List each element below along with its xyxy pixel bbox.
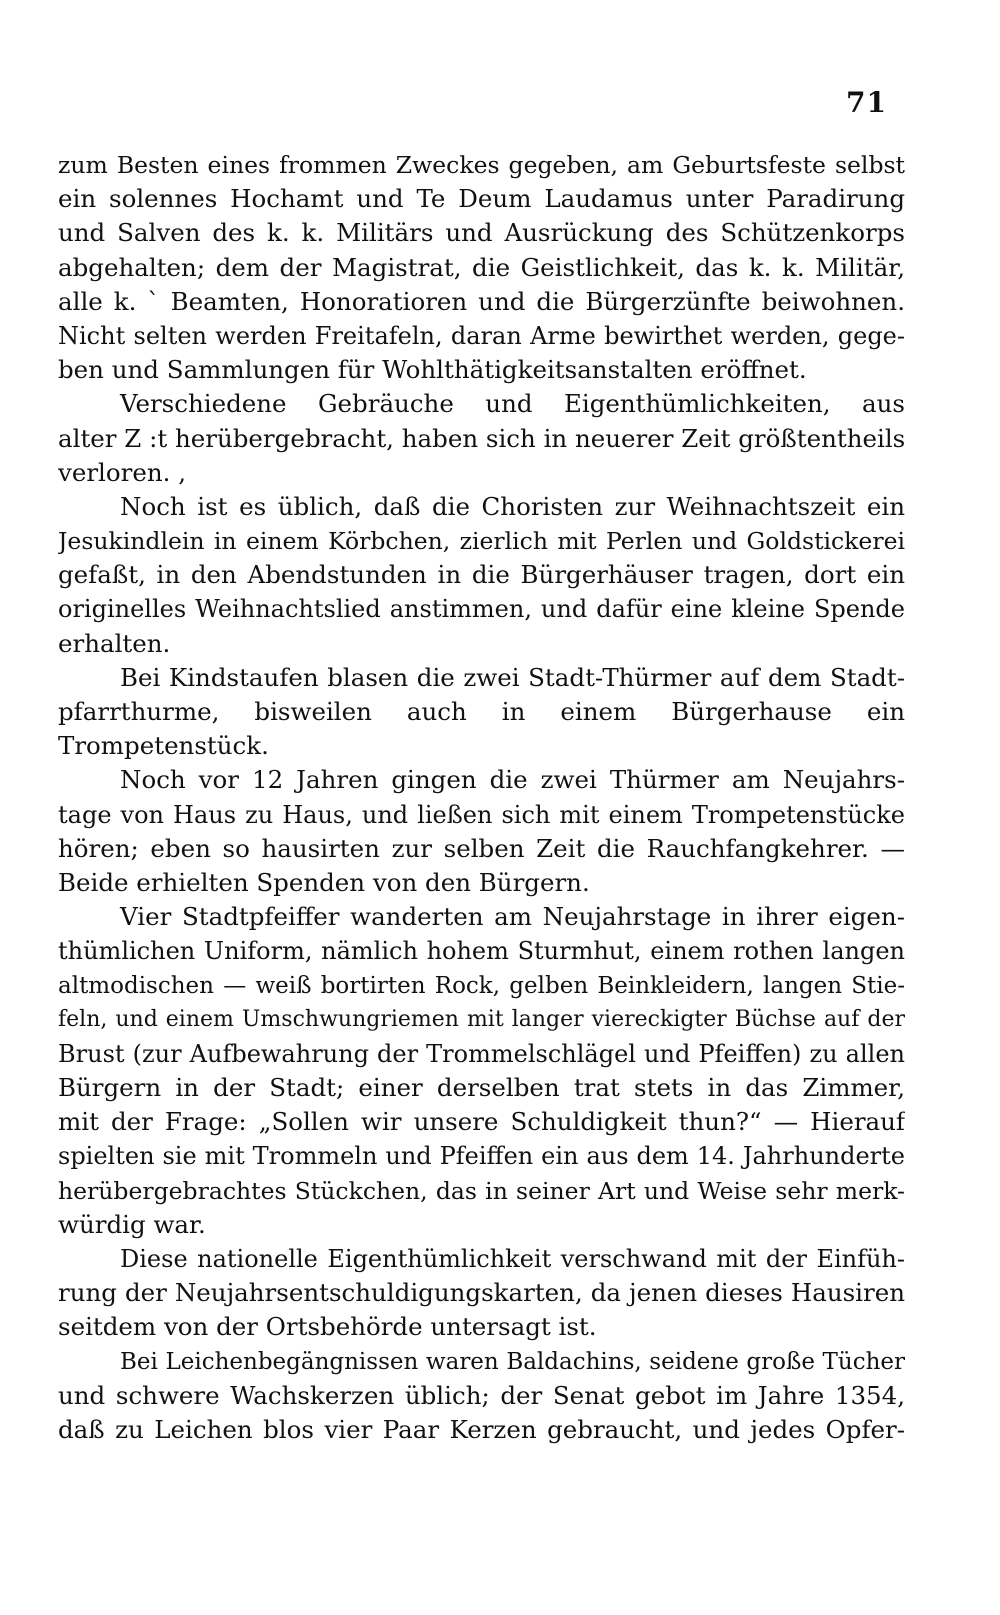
text-line: hören; eben so hausirten zur selben Zeit die Rauchfangkehrer. —: [58, 833, 905, 863]
text-line: daß zu Leichen blos vier Paar Kerzen gebraucht, und jedes Opfer-: [58, 1414, 905, 1444]
text-line: Bei Kindstaufen blasen die zwei Stadt-Thürmer auf dem Stadt-: [120, 662, 905, 692]
text-line: ein solennes Hochamt und Te Deum Laudamus unter Paradirung: [58, 184, 905, 214]
text-line: verloren. ,: [58, 457, 186, 487]
text-line: Brust (zur Aufbewahrung der Trommelschlägel und Pfeiffen) zu allen: [58, 1039, 905, 1068]
text-line: erhalten.: [58, 628, 171, 658]
text-line: ben und Sammlungen für Wohlthätigkeitsanstalten eröffnet.: [58, 355, 807, 385]
text-line: pfarrthurme, bisweilen auch in einem Bürgerhause ein: [58, 697, 905, 726]
text-line: herübergebrachtes Stückchen, das in seiner Art und Weise sehr merk-: [58, 1176, 905, 1205]
text-line: feln, und einem Umschwungriemen mit langer viereckigter Büchse auf der: [58, 1006, 905, 1032]
text-line: gefaßt, in den Abendstunden in die Bürgerhäuser tragen, dort ein: [58, 560, 905, 590]
text-line: seitdem von der Ortsbehörde untersagt ist.: [58, 1312, 597, 1342]
text-line: tage von Haus zu Haus, und ließen sich mit einem Trompetenstücke: [58, 800, 905, 829]
text-line: Bürgern in der Stadt; einer derselben trat stets in das Zimmer,: [58, 1073, 905, 1103]
text-line: Noch vor 12 Jahren gingen die zwei Thürmer am Neujahrs-: [120, 765, 905, 795]
page-number: 71: [846, 86, 887, 119]
text-line: spielten sie mit Trommeln und Pfeiffen ein aus dem 14. Jahrhunderte: [58, 1142, 905, 1171]
text-line: Vier Stadtpfeiffer wanderten am Neujahrstage in ihrer eigen-: [120, 902, 905, 932]
text-line: und schwere Wachskerzen üblich; der Senat gebot im Jahre 1354,: [58, 1380, 905, 1410]
text-line: mit der Frage: „Sollen wir unsere Schuldigkeit thun?“ — Hierauf: [58, 1107, 905, 1137]
text-line: altmodischen — weiß bortirten Rock, gelben Beinkleidern, langen Stie-: [58, 972, 905, 999]
text-line: originelles Weihnachtslied anstimmen, und dafür eine kleine Spende: [58, 595, 905, 624]
text-line: abgehalten; dem der Magistrat, die Geistlichkeit, das k. k. Militär,: [58, 252, 905, 282]
text-line: würdig war.: [58, 1209, 206, 1239]
text-line: zum Besten eines frommen Zweckes gegeben, am Geburtsfeste selbst: [58, 151, 905, 179]
text-line: und Salven des k. k. Militärs und Ausrückung des Schützenkorps: [58, 218, 905, 248]
text-line: Nicht selten werden Freitafeln, daran Arme bewirthet werden, gege-: [58, 321, 905, 350]
text-line: alle k. ` Beamten, Honoratioren und die Bürgerzünfte beiwohnen.: [58, 286, 905, 316]
text-line: Beide erhielten Spenden von den Bürgern.: [58, 867, 590, 897]
text-line: alter Z :t herübergebracht, haben sich in neuerer Zeit größtentheils: [58, 423, 905, 453]
text-line: Trompetenstück.: [58, 731, 269, 761]
text-line: Noch ist es üblich, daß die Choristen zur Weihnachtszeit ein: [120, 491, 905, 521]
text-line: thümlichen Uniform, nämlich hohem Sturmhut, einem rothen langen: [58, 937, 905, 966]
text-line: rung der Neujahrsentschuldigungskarten, da jenen dieses Hausiren: [58, 1278, 905, 1308]
text-line: Bei Leichenbegängnissen waren Baldachins, seidene große Tücher: [120, 1348, 905, 1375]
body-text: [58, 148, 905, 1447]
text-line: Jesukindlein in einem Körbchen, zierlich mit Perlen und Goldstickerei: [58, 527, 905, 556]
text-line: Verschiedene Gebräuche und Eigenthümlichkeiten, aus: [120, 389, 905, 419]
text-line: Diese nationelle Eigenthümlichkeit verschwand mit der Einfüh-: [120, 1245, 905, 1273]
